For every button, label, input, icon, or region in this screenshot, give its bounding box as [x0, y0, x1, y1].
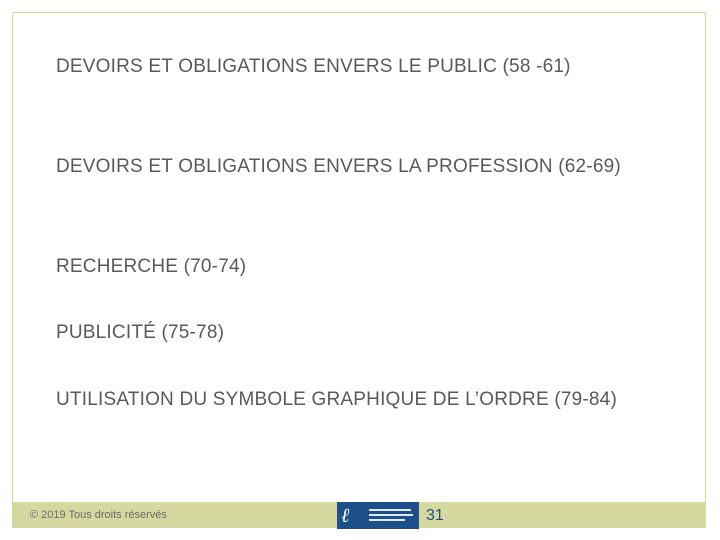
list-item: DEVOIRS ET OBLIGATIONS ENVERS LE PUBLIC (58 -61)	[56, 56, 571, 77]
list-item: UTILISATION DU SYMBOLE GRAPHIQUE DE L’ORDRE (79-84)	[56, 389, 617, 410]
logo-wordmark-icon	[369, 506, 413, 521]
list-item: PUBLICITÉ (75-78)	[56, 322, 225, 343]
footer-bar	[12, 502, 706, 528]
list-item: RECHERCHE (70-74)	[56, 256, 247, 277]
ordre-logo-icon	[337, 502, 419, 529]
logo-mark-icon: ℓ	[341, 503, 350, 527]
list-item: DEVOIRS ET OBLIGATIONS ENVERS LA PROFESSION (62-69)	[56, 156, 621, 177]
page-number: 31	[426, 507, 444, 524]
copyright-text: © 2019 Tous droits réservés	[30, 509, 167, 521]
